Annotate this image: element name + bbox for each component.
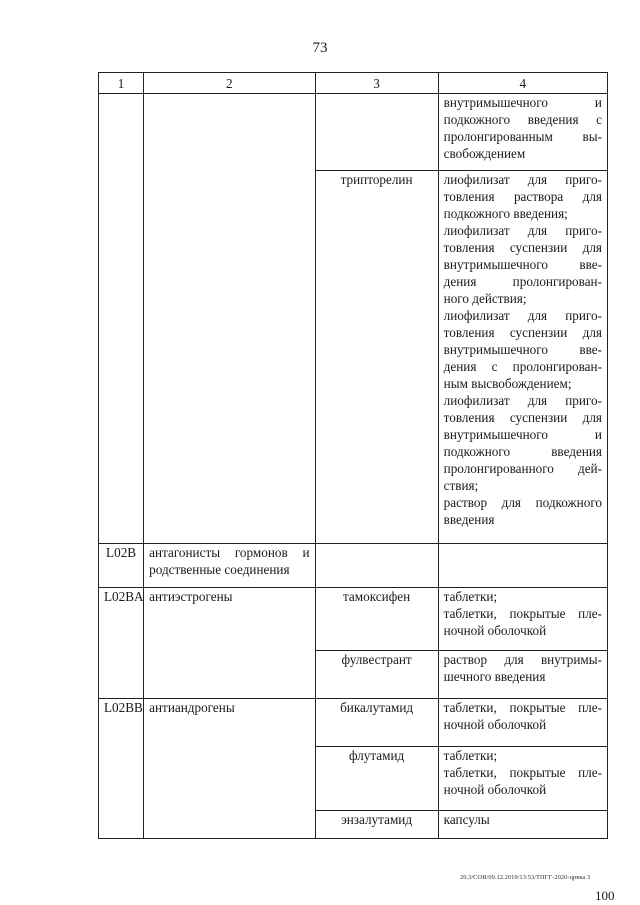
cell-text-line: лиофилизат для приго- [443,308,602,323]
page-number: 73 [312,40,328,56]
header-col-3: 3 [315,73,438,94]
cell-text-line: ным высвобождением; [443,376,572,391]
table-row [99,544,608,588]
dosage-form-cell [438,544,607,588]
cell-text-line: антагонисты гормонов и [149,545,310,560]
cell-text-line: ночной оболочкой [443,782,547,797]
cell-text-line: лиофилизат для приго- [443,172,602,187]
table-row [99,699,608,747]
drug-name-cell: флутамид [315,747,438,811]
cell-text-line: таблетки, покрытые пле- [443,765,602,780]
cell-text-line: товления раствора для [443,189,602,204]
header-row [99,73,608,94]
dosage-form-lines [444,811,602,828]
cell-text-line: свобождением [443,146,526,161]
dosage-form-lines [444,651,602,685]
header-col-1: 1 [99,73,144,94]
header-col-2: 2 [144,73,315,94]
dosage-form-lines [444,171,602,528]
cell-text-line: подкожного введения с [443,112,602,127]
cell-text-line: введения [443,512,495,527]
group-name-lines [149,588,309,605]
cell-text-line: дения пролонгирован- [443,274,602,289]
atc-code-cell: L02BB [99,699,144,839]
group-name-cell [144,588,315,699]
dosage-form-cell [438,94,607,171]
cell-text-line: внутримышечного вве- [443,342,602,357]
cell-text-line: лиофилизат для приго- [443,223,602,238]
cell-text-line: антиандрогены [149,700,235,715]
drug-name-cell: фулвестрант [315,651,438,699]
group-name-cell [144,699,315,839]
atc-code-cell: L02B [99,544,144,588]
cell-text-line: внутримышечного и [443,427,602,442]
dosage-form-cell [438,588,607,651]
cell-text-line: ствия; [443,478,479,493]
cell-text-line: капсулы [443,812,490,827]
cell-text-line: антиэстрогены [149,589,233,604]
cell-text-line: внутримышечного вве- [443,257,602,272]
dosage-form-cell [438,651,607,699]
dosage-form-cell [438,171,607,544]
table-row [99,588,608,651]
cell-text-line: родственные соединения [149,562,290,577]
header-col-4: 4 [438,73,607,94]
atc-code-cell [99,94,144,544]
drug-table [98,72,608,839]
dosage-form-cell [438,699,607,747]
cell-text-line: раствор для подкожного [443,495,602,510]
drug-name-cell: бикалутамид [315,699,438,747]
cell-text-line: подкожного введения [443,444,602,459]
table-row [99,94,608,171]
group-name-lines [149,544,309,578]
dosage-form-lines [444,747,602,798]
cell-text-line: шечного введения [443,669,546,684]
footer-stamp: 20.3/СОВ/09.12.2019/13:53/ТПГГ-2020-црвка 3 [460,874,591,881]
dosage-form-lines [444,588,602,639]
cell-text-line: ночной оболочкой [443,623,547,638]
cell-text-line: пролонгированного дей- [443,461,602,476]
cell-text-line: таблетки; [443,589,498,604]
drug-name-cell [315,94,438,171]
drug-name-cell: тамоксифен [315,588,438,651]
group-name-cell [144,544,315,588]
cell-text-line: раствор для внутримы- [443,652,602,667]
cell-text-line: пролонгированным вы- [443,129,602,144]
cell-text-line: лиофилизат для приго- [443,393,602,408]
cell-text-line: подкожного введения; [443,206,568,221]
dosage-form-cell [438,811,607,839]
cell-text-line: таблетки, покрытые пле- [443,700,602,715]
dosage-form-lines [444,699,602,733]
group-name-cell [144,94,315,544]
atc-code-cell: L02BA [99,588,144,699]
cell-text-line: таблетки, покрытые пле- [443,606,602,621]
corner-number: 100 [595,888,615,903]
cell-text-line: ночной оболочкой [443,717,547,732]
dosage-form-cell [438,747,607,811]
drug-name-cell: энзалутамид [315,811,438,839]
group-name-lines [149,699,309,716]
cell-text-line: внутримышечного и [443,95,602,110]
cell-text-line: таблетки; [443,748,498,763]
cell-text-line: дения с пролонгирован- [443,359,602,374]
drug-name-cell: трипторелин [315,171,438,544]
cell-text-line: товления суспензии для [443,240,602,255]
dosage-form-lines [444,94,602,162]
drug-name-cell [315,544,438,588]
cell-text-line: ного действия; [443,291,527,306]
cell-text-line: товления суспензии для [443,410,602,425]
cell-text-line: товления суспензии для [443,325,602,340]
